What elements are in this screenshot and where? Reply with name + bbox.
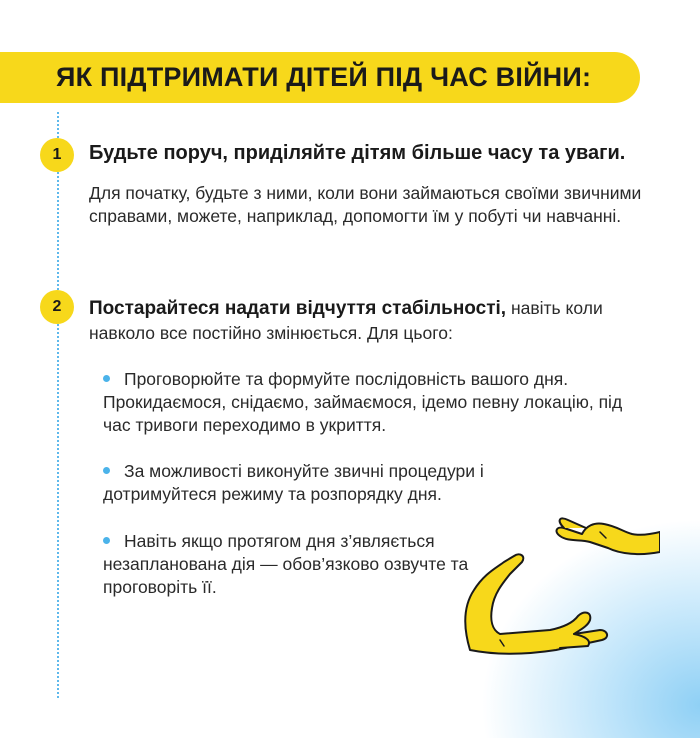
bullet-text: Проговорюйте та формуйте послідовність вашого дня. Прокидаємося, снідаємо, займаємося, ідемо певну локацію, під час тривоги переходимо в укриття.	[103, 369, 623, 435]
step-1-number-badge: 1	[40, 138, 74, 172]
bullet-dot-icon	[103, 467, 110, 474]
bullet-text: За можливості виконуйте звичні процедури і дотримуйтеся режиму та розпорядку дня.	[103, 461, 484, 504]
bullet-item	[103, 460, 573, 506]
page-title: ЯК ПІДТРИМАТИ ДІТЕЙ ПІД ЧАС ВІЙНИ:	[56, 62, 592, 92]
step-2-heading: Постарайтеся надати відчуття стабільності,	[89, 298, 507, 319]
bullet-item	[103, 368, 623, 437]
hugging-arms-icon	[460, 512, 660, 662]
bullet-item	[103, 530, 503, 599]
step-1-text: Для початку, будьте з ними, коли вони займаються своїми звичними справами, можете, наприклад, допомогти їм у побуті чи навчанні.	[89, 183, 642, 226]
bullet-dot-icon	[103, 537, 110, 544]
bullet-dot-icon	[103, 375, 110, 382]
step-2-number-badge: 2	[40, 290, 74, 324]
bullet-text: Навіть якщо протягом дня з’являється незапланована дія — обов’язково озвучте та проговоріть її.	[103, 531, 469, 597]
step-2-paragraph	[89, 296, 609, 345]
step-1-heading: Будьте поруч, приділяйте дітям більше часу та уваги.	[89, 142, 626, 164]
step-2-text: навіть коли навколо все постійно змінюється. Для цього:	[89, 298, 603, 343]
dotted-timeline	[57, 112, 59, 698]
